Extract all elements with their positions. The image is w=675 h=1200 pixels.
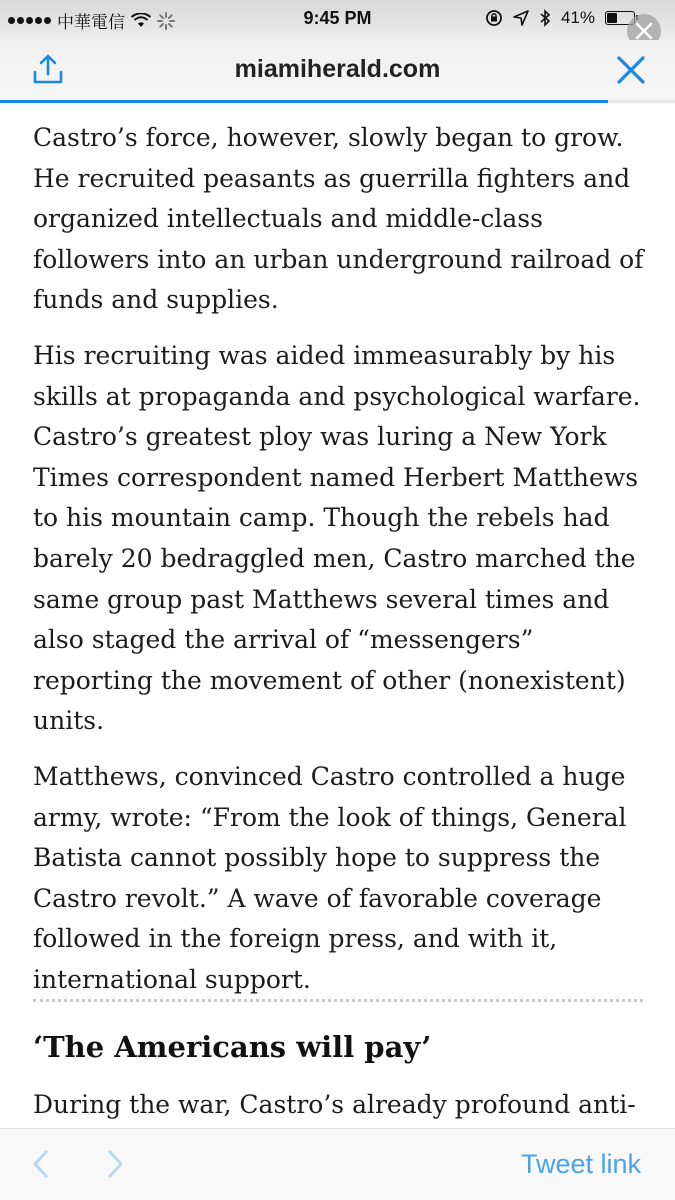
article-paragraph-2: His recruiting was aided immeasurably by his skills at propaganda and psychological warfare. Castro’s greatest ploy was luring a New York Times correspondent named Herbert Matthews to his mountain camp. Though the rebels had barely 20 bedraggled men, Castro marched the same group past Matthews several times and also staged the arrival of “messengers” reporting the movement of other (nonexistent) units. [33, 340, 641, 736]
chevron-right-icon [100, 1147, 130, 1181]
forward-button[interactable] [100, 1147, 130, 1181]
orientation-lock-icon [485, 9, 503, 27]
close-browser-button[interactable] [615, 54, 647, 86]
article-paragraph-1: Castro’s force, however, slowly began to grow. He recruited peasants as guerrilla fighters and organized intellectuals and middle-class followers into an urban underground railroad of funds and supplies. [33, 123, 644, 315]
bluetooth-icon [539, 9, 551, 27]
location-arrow-icon [513, 10, 529, 26]
chevron-left-icon [26, 1147, 56, 1181]
article-paragraph-4: During the war, Castro’s already profound anti- [33, 1090, 636, 1119]
section-heading: ‘The Americans will pay’ [33, 1030, 432, 1064]
browser-nav-bar [0, 40, 675, 104]
close-icon [634, 21, 654, 41]
carrier-name: 中華電信 [57, 13, 125, 32]
close-icon [615, 54, 647, 86]
status-bar [0, 0, 675, 40]
bottom-toolbar [0, 1128, 675, 1200]
page-domain: miamiherald.com [234, 55, 441, 83]
status-time: 9:45 PM [303, 8, 372, 28]
back-button[interactable] [26, 1147, 56, 1181]
tweet-link-button[interactable]: Tweet link [520, 1149, 641, 1179]
article-paragraph-3: Matthews, convinced Castro controlled a huge army, wrote: “From the look of things, General Batista cannot possibly hope to suppress the Castro revolt.” A wave of favorable coverage followed in the foreign press, and with it, international support. [33, 761, 627, 994]
battery-percent: 41% [560, 8, 595, 27]
status-right [485, 8, 635, 28]
article-body [33, 118, 648, 1015]
section-divider [33, 999, 643, 1002]
load-progress-bar [0, 100, 608, 103]
